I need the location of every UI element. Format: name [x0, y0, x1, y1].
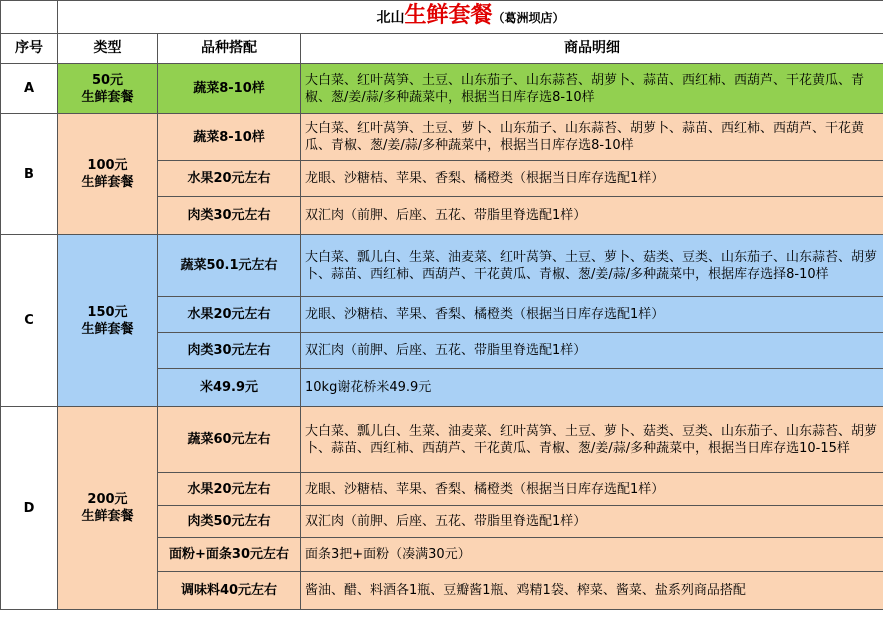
combo-cell: 面粉+面条30元左右 — [158, 538, 301, 572]
combo-cell: 水果20元左右 — [158, 161, 301, 197]
package-type — [58, 114, 158, 235]
title-suffix: （葛洲坝店） — [492, 11, 565, 25]
detail-cell: 大白菜、红叶莴笋、土豆、萝卜、山东茄子、山东蒜苔、胡萝卜、蒜苗、西红柿、西葫芦、干花黄瓜、青椒、葱/姜/蒜/多种蔬菜中，根据当日库存选8-10样 — [301, 114, 883, 161]
combo-cell: 肉类50元左右 — [158, 506, 301, 538]
header-type: 类型 — [58, 34, 158, 64]
package-price: 150元 — [87, 304, 128, 320]
header-row — [1, 34, 883, 64]
package-type — [58, 64, 158, 114]
detail-cell: 大白菜、瓢儿白、生菜、油麦菜、红叶莴笋、土豆、萝卜、菇类、豆类、山东茄子、山东蒜苔、胡萝卜、蒜苗、西红柿、西葫芦、干花黄瓜、青椒、葱/姜/蒜/多种蔬菜中，根据当日库存选10-15样 — [301, 407, 883, 473]
package-price: 100元 — [87, 158, 128, 173]
detail-cell: 龙眼、沙糖桔、苹果、香梨、橘橙类（根据当日库存选配1样） — [301, 161, 883, 197]
package-price: 50元 — [91, 72, 124, 88]
detail-cell: 10kg谢花桥米49.9元 — [301, 369, 883, 407]
header-combo: 品种搭配 — [158, 34, 301, 64]
header-seq: 序号 — [1, 34, 58, 64]
package-name: 生鲜套餐 — [81, 89, 134, 105]
detail-cell: 酱油、醋、料酒各1瓶、豆瓣酱1瓶、鸡精1袋、榨菜、酱菜、盐系列商品搭配 — [301, 572, 883, 610]
package-type — [58, 235, 158, 407]
combo-cell: 米49.9元 — [158, 369, 301, 407]
table-row — [1, 64, 883, 114]
package-code: B — [1, 114, 58, 235]
combo-cell: 蔬菜8-10样 — [158, 64, 301, 114]
combo-cell: 水果20元左右 — [158, 473, 301, 506]
package-code: C — [1, 235, 58, 407]
detail-cell: 大白菜、瓢儿白、生菜、油麦菜、红叶莴笋、土豆、萝卜、菇类、豆类、山东茄子、山东蒜苔、胡萝卜、蒜苗、西红柿、西葫芦、干花黄瓜、青椒、葱/姜/蒜/多种蔬菜中，根据库存选择8-10样 — [301, 235, 883, 297]
detail-cell: 大白菜、红叶莴笋、土豆、山东茄子、山东蒜苔、胡萝卜、蒜苗、西红柿、西葫芦、干花黄瓜、青椒、葱/姜/蒜/多种蔬菜中，根据当日库存选8-10样 — [301, 64, 883, 114]
title-main: 生鲜套餐 — [404, 3, 493, 28]
combo-cell: 蔬菜8-10样 — [158, 114, 301, 161]
detail-cell: 双汇肉（前胛、后座、五花、带脂里脊选配1样） — [301, 506, 883, 538]
package-price: 200元 — [87, 492, 128, 507]
detail-cell: 双汇肉（前胛、后座、五花、带脂里脊选配1样） — [301, 197, 883, 235]
combo-cell: 调味料40元左右 — [158, 572, 301, 610]
package-code: D — [1, 407, 58, 610]
package-name: 生鲜套餐 — [81, 509, 134, 524]
page-title — [58, 1, 883, 34]
package-name: 生鲜套餐 — [81, 175, 134, 190]
table-row — [1, 114, 883, 161]
detail-cell: 龙眼、沙糖桔、苹果、香梨、橘橙类（根据当日库存选配1样） — [301, 297, 883, 333]
detail-cell: 面条3把+面粉（凑满30元） — [301, 538, 883, 572]
detail-cell: 双汇肉（前胛、后座、五花、带脂里脊选配1样） — [301, 333, 883, 369]
corner-cell — [1, 1, 58, 34]
table-row — [1, 235, 883, 297]
combo-cell: 肉类30元左右 — [158, 333, 301, 369]
combo-cell: 水果20元左右 — [158, 297, 301, 333]
combo-cell: 蔬菜60元左右 — [158, 407, 301, 473]
table-row — [1, 407, 883, 473]
package-code: A — [1, 64, 58, 114]
package-type — [58, 407, 158, 610]
detail-cell: 龙眼、沙糖桔、苹果、香梨、橘橙类（根据当日库存选配1样） — [301, 473, 883, 506]
package-name: 生鲜套餐 — [81, 321, 134, 337]
title-prefix: 北山 — [376, 10, 405, 26]
title-row — [1, 1, 883, 34]
combo-cell: 蔬菜50.1元左右 — [158, 235, 301, 297]
combo-cell: 肉类30元左右 — [158, 197, 301, 235]
header-detail: 商品明细 — [301, 34, 883, 64]
